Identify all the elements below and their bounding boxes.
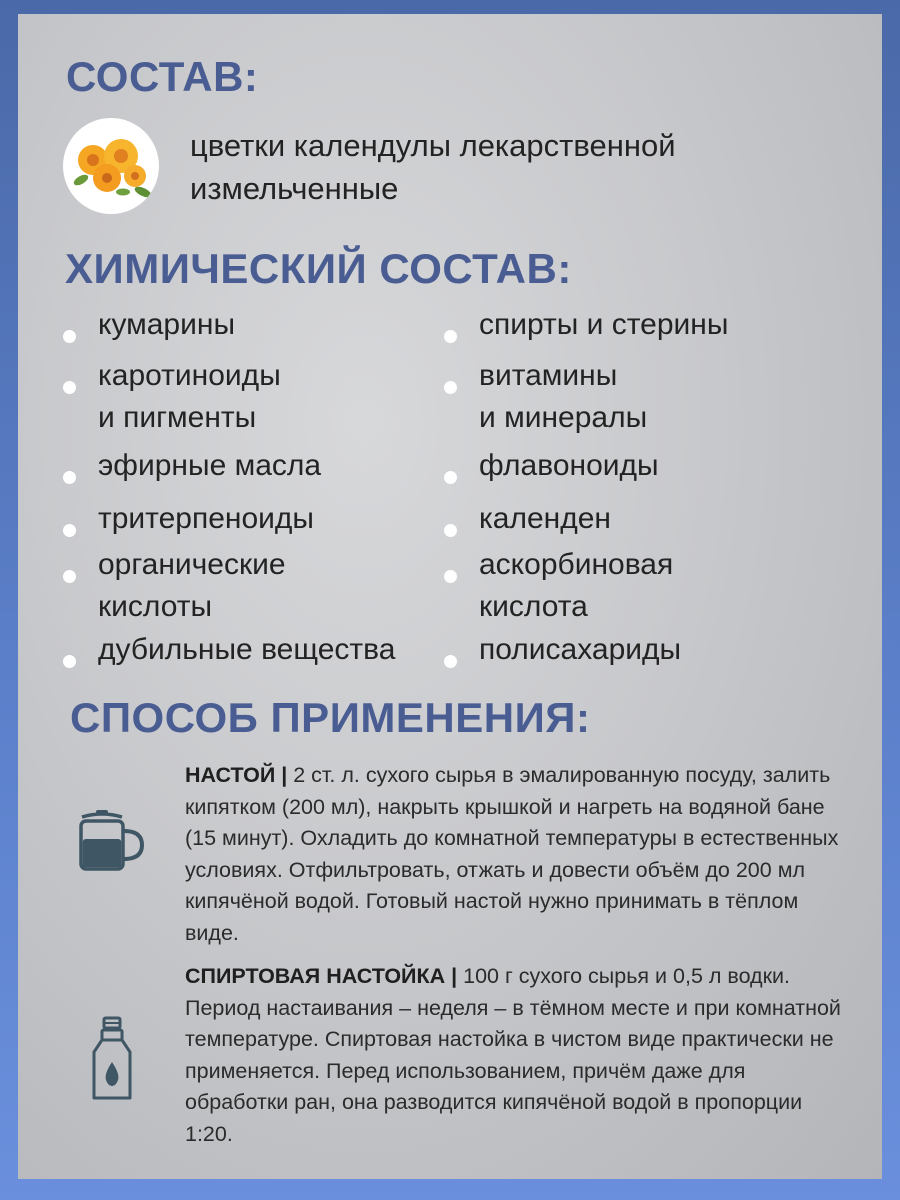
bullet-icon [444, 570, 457, 583]
list-item: спирты и стерины [444, 304, 804, 346]
list-item: органические кислоты [63, 544, 423, 628]
bullet-icon [444, 330, 457, 343]
composition-line-1: цветки календулы лекарственной [190, 128, 676, 163]
list-item: флавоноиды [444, 445, 804, 487]
infusion-title: НАСТОЙ | [185, 763, 288, 787]
calendula-flowers-icon [63, 118, 159, 214]
bullet-icon [63, 524, 76, 537]
list-item: полисахариды [444, 629, 804, 671]
bullet-icon [444, 655, 457, 668]
infusion-text: 2 ст. л. сухого сырья в эмалированную посуду, залить кипятком (200 мл), накрыть крышкой и нагреть на водяной бане (15 минут). Охладить до комнатной температуры в естественных условиях. Отфильтровать, отжать и довести объём до 200 мл кипячёной водой. Готовый настой нужно принимать в тёплом виде. [185, 763, 839, 945]
bullet-icon [444, 471, 457, 484]
tincture-text: 100 г сухого сырья и 0,5 л водки. Период настаивания – неделя – в тёмном месте и при комнатной температуре. Спиртовая настойка в чистом виде практически не применяется. Перед использованием, причём даже для обработки ран, она разводится кипячёной водой в пропорции 1:20. [185, 964, 841, 1146]
list-item: кумарины [63, 304, 423, 346]
bullet-icon [444, 381, 457, 394]
bullet-icon [63, 570, 76, 583]
list-item: витамины и минералы [444, 355, 804, 439]
list-item: каротиноиды и пигменты [63, 355, 423, 439]
info-card [18, 14, 882, 1179]
list-item: дубильные вещества [63, 629, 423, 671]
list-item: тритерпеноиды [63, 498, 423, 540]
composition-text [190, 124, 770, 210]
bottle-drop-icon [90, 1016, 134, 1102]
list-item: календен [444, 498, 804, 540]
tincture-method [185, 961, 845, 1150]
tincture-title: СПИРТОВАЯ НАСТОЙКА | [185, 964, 458, 988]
usage-heading: СПОСОБ ПРИМЕНЕНИЯ: [70, 694, 591, 741]
list-item: эфирные масла [63, 445, 423, 487]
bullet-icon [63, 330, 76, 343]
bullet-icon [444, 524, 457, 537]
composition-line-2: измельченные [190, 171, 399, 206]
infusion-method [185, 760, 845, 949]
bullet-icon [63, 381, 76, 394]
bullet-icon [63, 471, 76, 484]
bullet-icon [63, 655, 76, 668]
chemical-heading: ХИМИЧЕСКИЙ СОСТАВ: [65, 245, 572, 292]
list-item: аскорбиновая кислота [444, 544, 804, 628]
teapot-icon [76, 809, 148, 873]
composition-heading: СОСТАВ: [66, 53, 259, 100]
